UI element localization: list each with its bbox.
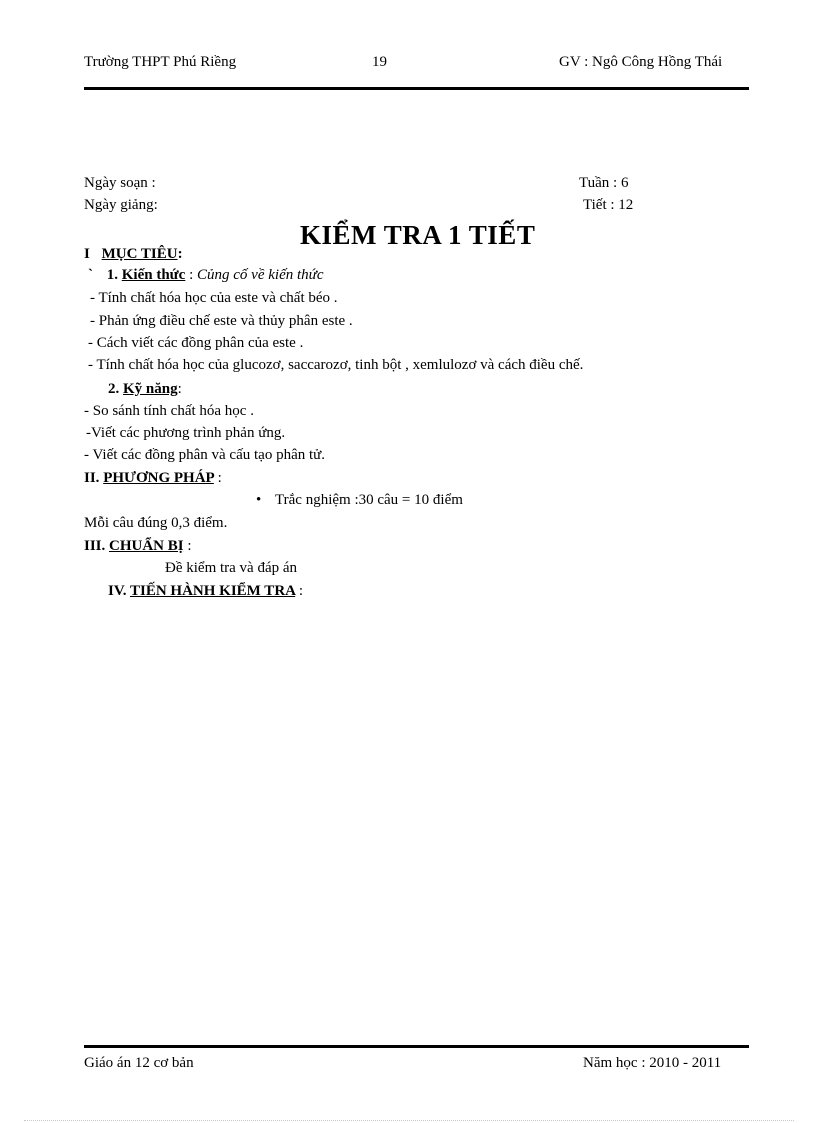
objectives-num: I bbox=[84, 246, 90, 262]
method-bullet-line bbox=[256, 492, 463, 509]
header-page-number: 19 bbox=[372, 54, 387, 70]
skills-item-1: - So sánh tính chất hóa học . bbox=[84, 403, 254, 419]
skills-heading bbox=[108, 381, 182, 398]
skills-num: 2. bbox=[108, 381, 120, 397]
preparation-title: CHUẨN BỊ bbox=[109, 538, 184, 554]
preparation-heading bbox=[84, 538, 192, 555]
preparation-num: III. bbox=[84, 538, 106, 554]
preparation-colon: : bbox=[187, 538, 192, 554]
teach-date-label: Ngày giảng: bbox=[84, 197, 158, 213]
method-title: PHƯƠNG PHÁP bbox=[103, 470, 214, 486]
objectives-heading bbox=[84, 246, 183, 263]
footer-rule bbox=[84, 1045, 749, 1048]
objectives-title: MỤC TIÊU bbox=[101, 246, 178, 262]
footer-left: Giáo án 12 cơ bản bbox=[84, 1055, 194, 1071]
page-edge-dots bbox=[24, 1120, 794, 1121]
knowledge-title: Kiến thức bbox=[121, 267, 186, 283]
skills-colon: : bbox=[177, 381, 182, 397]
header-rule bbox=[84, 87, 749, 90]
knowledge-heading bbox=[88, 267, 323, 284]
method-note: Mỗi câu đúng 0,3 điểm. bbox=[84, 515, 228, 531]
knowledge-item-2: - Phản ứng điều chế este và thủy phân este . bbox=[90, 313, 353, 329]
procedure-colon: : bbox=[298, 583, 304, 599]
procedure-title: TIẾN HÀNH KIỂM TRA bbox=[129, 583, 296, 599]
skills-item-3: - Viết các đồng phân và cấu tạo phân tử. bbox=[84, 447, 326, 463]
method-bullet-text: Trắc nghiệm :30 câu = 10 điểm bbox=[275, 492, 463, 508]
method-num: II. bbox=[84, 470, 100, 486]
prep-date-label: Ngày soạn : bbox=[84, 175, 156, 191]
knowledge-num: 1. bbox=[106, 267, 118, 283]
footer-right: Năm học : 2010 - 2011 bbox=[583, 1055, 722, 1071]
knowledge-item-1: - Tính chất hóa học của este và chất béo . bbox=[90, 290, 338, 306]
page-title: KIỂM TRA 1 TIẾT bbox=[300, 220, 536, 250]
knowledge-item-3: - Cách viết các đồng phân của este . bbox=[88, 335, 304, 351]
skills-item-2: -Viết các phương trình phản ứng. bbox=[86, 425, 286, 441]
procedure-num: IV. bbox=[108, 583, 127, 599]
header-school: Trường THPT Phú Riềng bbox=[84, 54, 237, 70]
knowledge-note: Củng cố về kiến thức bbox=[197, 267, 324, 283]
knowledge-marker: ` bbox=[88, 267, 93, 283]
skills-title: Kỹ năng bbox=[123, 381, 178, 397]
knowledge-colon: : bbox=[189, 267, 194, 283]
knowledge-item-4: - Tính chất hóa học của glucozơ, saccarozơ, tinh bột , xemlulozơ và cách điều chế. bbox=[88, 357, 584, 373]
preparation-text: Đề kiểm tra và đáp án bbox=[165, 560, 298, 576]
week-label: Tuần : 6 bbox=[579, 175, 629, 191]
method-heading bbox=[84, 470, 222, 487]
header-teacher: GV : Ngô Công Hồng Thái bbox=[559, 54, 723, 70]
method-bullet-icon: • bbox=[256, 492, 262, 508]
procedure-heading bbox=[108, 583, 303, 600]
period-label: Tiết : 12 bbox=[583, 197, 634, 213]
objectives-colon: : bbox=[177, 246, 183, 262]
method-colon: : bbox=[217, 470, 222, 486]
